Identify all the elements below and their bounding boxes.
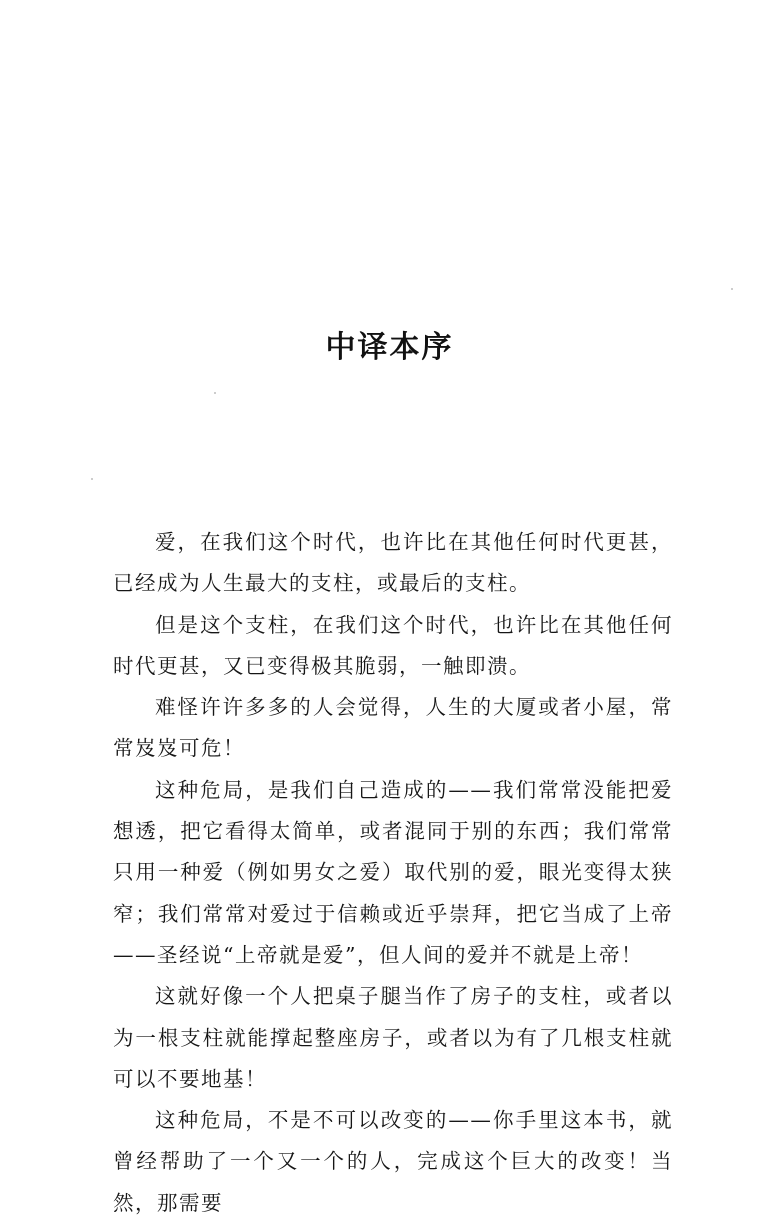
paragraph: 爱，在我们这个时代，也许比在其他任何时代更甚，已经成为人生最大的支柱，或最后的支柱。 bbox=[113, 530, 673, 596]
body-text bbox=[113, 522, 673, 1224]
paragraph: 这种危局，不是不可以改变的——你手里这本书，就曾经帮助了一个又一个的人，完成这个巨大的改变！当然，那需要 bbox=[113, 1108, 673, 1215]
paragraph: 这种危局，是我们自己造成的——我们常常没能把爱想透，把它看得太简单，或者混同于别的东西；我们常常只用一种爱（例如男女之爱）取代别的爱，眼光变得太狭窄；我们常常对爱过于信赖或近乎崇拜，把它当成了上帝——圣经说“上帝就是爱”，但人间的爱并不就是上帝！ bbox=[113, 777, 673, 967]
paragraph: 但是这个支柱，在我们这个时代，也许比在其他任何时代更甚，又已变得极其脆弱，一触即溃。 bbox=[113, 612, 673, 678]
page-title: 中译本序 bbox=[325, 330, 454, 365]
scan-speck bbox=[731, 288, 733, 290]
scan-speck bbox=[214, 392, 216, 394]
scan-speck bbox=[91, 478, 93, 480]
paragraph: 这就好像一个人把桌子腿当作了房子的支柱，或者以为一根支柱就能撑起整座房子，或者以为有了几根支柱就可以不要地基！ bbox=[113, 984, 673, 1091]
paragraph: 难怪许许多多的人会觉得，人生的大厦或者小屋，常常岌岌可危！ bbox=[113, 695, 673, 761]
